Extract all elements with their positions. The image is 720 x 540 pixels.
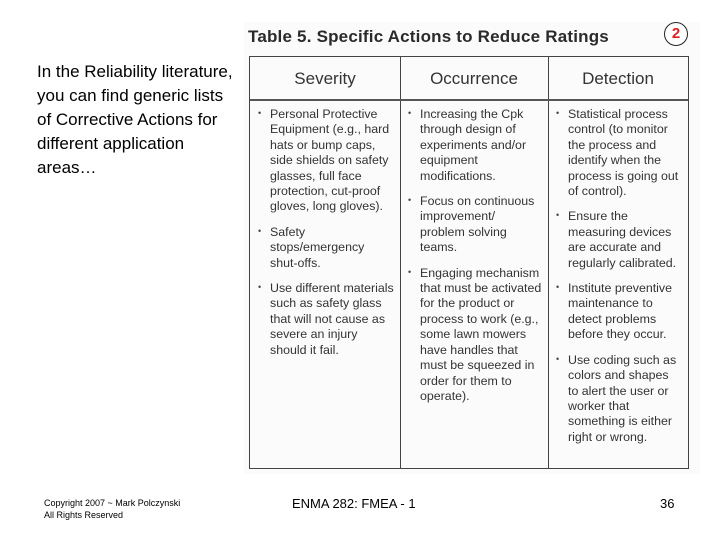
severity-header: Severity [250,57,400,101]
rights-line: All Rights Reserved [44,510,124,520]
detection-column [548,57,688,468]
list-item: • Use coding such as colors and shapes to alert the user or worker that something is either right or wrong. [556,353,682,445]
table-title: Table 5. Specific Actions to Reduce Ratings [248,27,609,46]
occurrence-column [400,57,549,468]
page-number: 36 [660,496,675,511]
copyright-notice [44,497,180,521]
intro-text: In the Reliability literature, you can find generic lists of Corrective Actions for different application areas… [37,62,233,177]
step-badge: 2 [664,22,688,46]
occurrence-list [400,101,548,404]
occurrence-header: Occurrence [400,57,548,101]
list-item: • Engaging mechanism that must be activated for the product or process to work (e.g., some lawn mowers have handles that must be squeezed in order for them to operate). [408,266,542,405]
list-item: • Institute preventive maintenance to detect problems before they occur. [556,281,682,343]
list-item: • Safety stops/emergency shut-offs. [258,225,394,271]
list-item: • Statistical process control (to monitor the process and identify when the process is going out of control). [556,107,682,199]
actions-table [249,56,689,469]
list-item: • Focus on continuous improvement/ problem solving teams. [408,194,542,256]
severity-list [250,101,400,358]
list-item: • Increasing the Cpk through design of experiments and/or equipment modifications. [408,107,542,184]
copyright-line: Copyright 2007 ~ Mark Polczynski [44,498,181,508]
list-item: • Use different materials such as safety glass that will not cause as severe an injury should it fail. [258,281,394,358]
severity-column [250,57,401,468]
detection-list [548,101,688,445]
list-item: • Personal Protective Equipment (e.g., hard hats or bump caps, side shields on safety glasses, full face protection, cut-proof gloves, long gloves). [258,107,394,215]
detection-header: Detection [548,57,688,101]
list-item: • Ensure the measuring devices are accurate and regularly calibrated. [556,209,682,271]
course-label: ENMA 282: FMEA - 1 [292,496,416,511]
